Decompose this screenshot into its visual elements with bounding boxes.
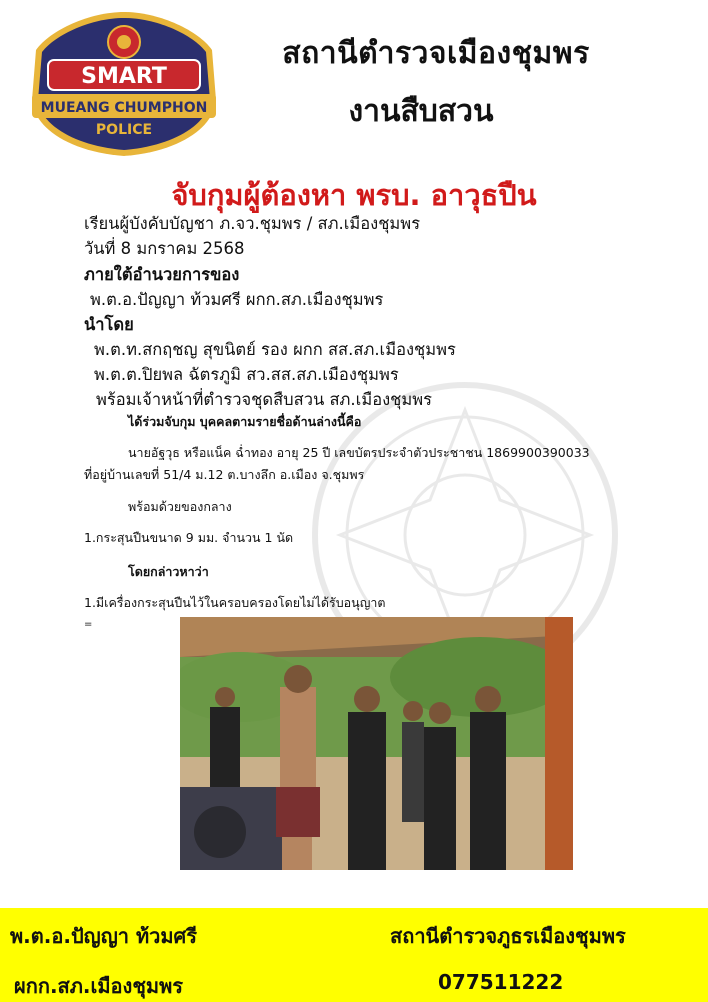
evidence-heading: พร้อมด้วยของกลาง (128, 499, 232, 514)
led-by-officer: พ.ต.ท.สกฤชญ สุขนิตย์ รอง ผกก สส.สภ.เมืองชุมพร (94, 340, 456, 359)
logo-word-smart: SMART (81, 64, 167, 89)
station-title: สถานีตำรวจเมืองชุมพร (282, 36, 590, 71)
led-by-heading: นำโดย (84, 315, 134, 334)
authority-heading: ภายใต้อำนวยการของ (84, 265, 240, 284)
suspect-address: ที่อยู่บ้านเลขที่ 51/4 ม.12 ต.บางลึก อ.เมือง จ.ชุมพร (84, 467, 365, 482)
footer-commander-name: พ.ต.อ.ปัญญา ท้วมศรี (10, 924, 197, 948)
charge-item: 1.มีเครื่องกระสุนปืนไว้ในครอบครองโดยไม่ได้รับอนุญาต (84, 595, 386, 610)
report-date: วันที่ 8 มกราคม 2568 (84, 239, 245, 258)
stray-mark: = (84, 619, 93, 630)
arrest-photo (180, 617, 573, 870)
evidence-item: 1.กระสุนปืนขนาด 9 มม. จำนวน 1 นัด (84, 530, 294, 545)
footer-phone: 077511222 (438, 970, 564, 994)
led-by-officer: พ.ต.ต.ปิยพล ฉัตรภูมิ สว.สส.สภ.เมืองชุมพร (94, 365, 399, 384)
suspect-details: นายอัฐวุธ หรือแน็ค ฉ่ำทอง อายุ 25 ปี เลขบัตรประจำตัวประชาชน 1869900390033 (128, 445, 590, 460)
logo-word-police: POLICE (95, 122, 153, 138)
logo-word-mueang-chumphon: MUEANG CHUMPHON (40, 100, 208, 116)
headline: จับกุมผู้ต้องหา พรบ. อาวุธปืน (171, 178, 537, 212)
smart-police-logo (28, 10, 220, 158)
footer-station-name: สถานีตำรวจภูธรเมืองชุมพร (390, 924, 626, 948)
led-by-team: พร้อมเจ้าหน้าที่ตำรวจชุดสืบสวน สภ.เมืองชุมพร (96, 390, 432, 409)
charge-heading: โดยกล่าวหาว่า (128, 564, 209, 579)
department-title: งานสืบสวน (348, 94, 494, 129)
authority-name: พ.ต.อ.ปัญญา ท้วมศรี ผกก.สภ.เมืองชุมพร (90, 290, 384, 309)
footer-commander-position: ผกก.สภ.เมืองชุมพร (14, 974, 184, 998)
arrest-intro: ได้ร่วมจับกุม บุคคลตามรายชื่อด้านล่างนี้คือ (128, 414, 362, 429)
report-addressee: เรียนผู้บังคับบัญชา ภ.จว.ชุมพร / สภ.เมืองชุมพร (84, 214, 421, 233)
footer-bar (0, 908, 708, 1002)
